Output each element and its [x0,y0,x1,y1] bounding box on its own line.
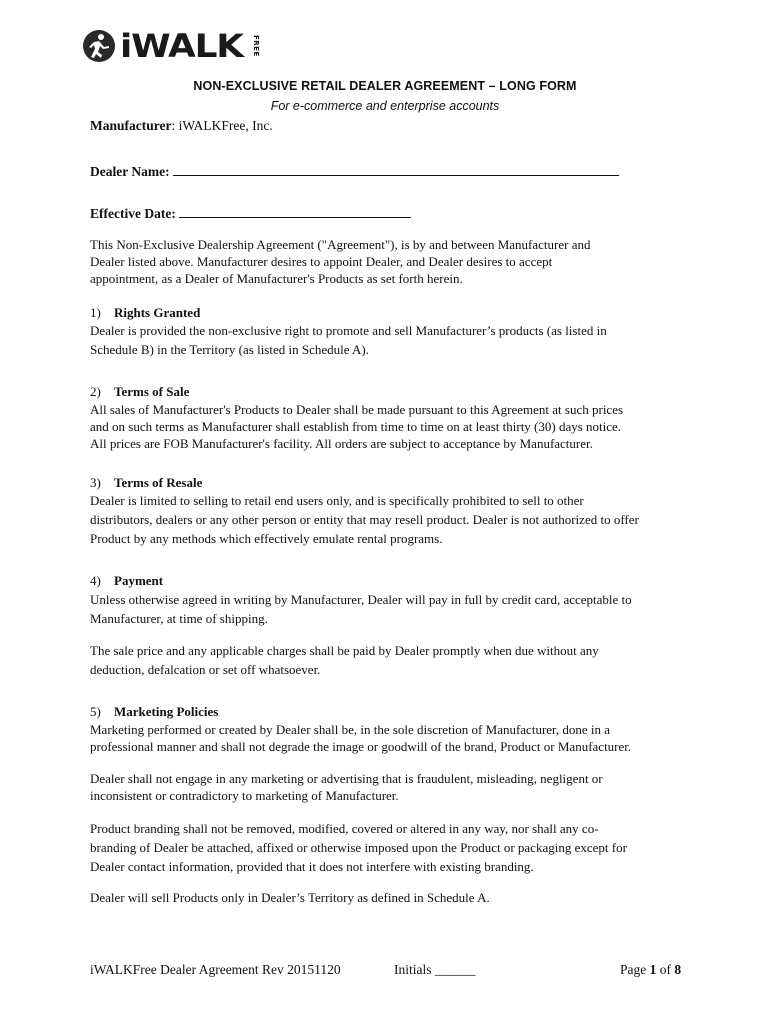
logo-wordmark: iWALK [120,27,243,65]
section-title: Terms of Sale [114,384,190,399]
dealer-name-field [90,163,619,180]
effective-date-label: Effective Date: [90,206,176,221]
document-subtitle: For e-commerce and enterprise accounts [270,99,500,113]
paragraph-line: inconsistent or contradictory to marketing of Manufacturer. [90,788,399,803]
document-title: NON-EXCLUSIVE RETAIL DEALER AGREEMENT – LONG FORM [193,79,577,93]
section-number: 3) [90,475,101,490]
paragraph-line: Dealer is provided the non-exclusive right to promote and sell Manufacturer’s products (as listed in [90,323,607,338]
section-title: Marketing Policies [114,704,219,719]
section-title: Rights Granted [114,305,201,320]
page-current: 1 [649,962,657,977]
section-title: Payment [114,573,164,588]
paragraph-line: Unless otherwise agreed in writing by Manufacturer, Dealer will pay in full by credit card, acceptable to [90,592,632,607]
paragraph-line: Dealer contact information, provided that it does not interfere with existing branding. [90,859,534,874]
initials-label: Initials [394,962,432,977]
effective-date-input[interactable] [179,205,411,218]
footer-page-number [620,962,681,978]
section-number: 2) [90,384,101,399]
paragraph-line: deduction, defalcation or set off whatsoever. [90,662,321,677]
paragraph-line: branding of Dealer be attached, affixed or otherwise imposed upon the Product or packaging except for [90,840,627,855]
intro-line: This Non-Exclusive Dealership Agreement ("Agreement"), is by and between Manufacturer and [90,237,591,252]
section-number: 4) [90,573,101,588]
effective-date-field [90,205,411,222]
manufacturer-field [90,118,273,134]
page-prefix: Page [620,962,650,977]
paragraph-line: Product branding shall not be removed, modified, covered or altered in any way, nor shall any co- [90,821,599,836]
section-heading-rights-granted [90,304,200,321]
section-number: 5) [90,704,101,719]
paragraph-line: The sale price and any applicable charges shall be paid by Dealer promptly when due without any [90,643,599,658]
walker-icon [82,29,116,63]
paragraph-line: Marketing performed or created by Dealer shall be, in the sole discretion of Manufacturer, done in a [90,722,610,737]
section-paragraph [90,819,690,876]
footer-revision: iWALKFree Dealer Agreement Rev 20151120 [90,962,341,977]
paragraph-line: Manufacturer, at time of shipping. [90,611,268,626]
section-heading-marketing-policies [90,703,218,720]
section-number: 1) [90,305,101,320]
dealer-name-input[interactable] [173,163,619,176]
section-paragraph [90,641,690,679]
paragraph-line: Product by any methods which effectively emulate rental programs. [90,531,443,546]
manufacturer-value: : iWALKFree, Inc. [171,118,273,133]
section-heading-terms-of-resale [90,474,202,491]
section-heading-payment [90,572,163,589]
section-paragraph [90,401,690,452]
intro-paragraph [90,236,690,287]
footer-initials [394,962,475,978]
page-of: of [656,962,675,977]
company-logo [82,26,260,66]
paragraph-line: Dealer is limited to selling to retail end users only, and is specifically prohibited to sell to other [90,493,584,508]
section-title: Terms of Resale [114,475,203,490]
page-total: 8 [674,962,682,977]
paragraph-line: distributors, dealers or any other person or entity that may resell product. Dealer is not authorized to offer [90,512,639,527]
manufacturer-label: Manufacturer [90,118,172,133]
section-paragraph [90,721,690,755]
section-paragraph [90,321,690,359]
logo-suffix: FREE [251,35,260,57]
section-paragraph [90,770,690,804]
dealer-name-label: Dealer Name: [90,164,170,179]
section-paragraph [90,491,690,548]
section-heading-terms-of-sale [90,383,189,400]
paragraph-line: All sales of Manufacturer's Products to Dealer shall be made pursuant to this Agreement at such prices [90,402,624,417]
section-paragraph [90,889,690,906]
intro-line: Dealer listed above. Manufacturer desires to appoint Dealer, and Dealer desires to accept [90,254,553,269]
paragraph-line: Dealer will sell Products only in Dealer’s Territory as defined in Schedule A. [90,890,490,905]
paragraph-line: Schedule B) in the Territory (as listed in Schedule A). [90,342,370,357]
initials-blank[interactable]: ______ [434,962,476,977]
intro-line: appointment, as a Dealer of Manufacturer's Products as set forth herein. [90,271,463,286]
paragraph-line: professional manner and shall not degrade the image or goodwill of the brand, Product or Manufacturer. [90,739,632,754]
paragraph-line: All prices are FOB Manufacturer's facility. All orders are subject to acceptance by Manufacturer. [90,436,593,451]
section-paragraph [90,590,690,628]
paragraph-line: and on such terms as Manufacturer shall establish from time to time on at least thirty (30) days notice. [90,419,622,434]
paragraph-line: Dealer shall not engage in any marketing or advertising that is fraudulent, misleading, negligent or [90,771,603,786]
